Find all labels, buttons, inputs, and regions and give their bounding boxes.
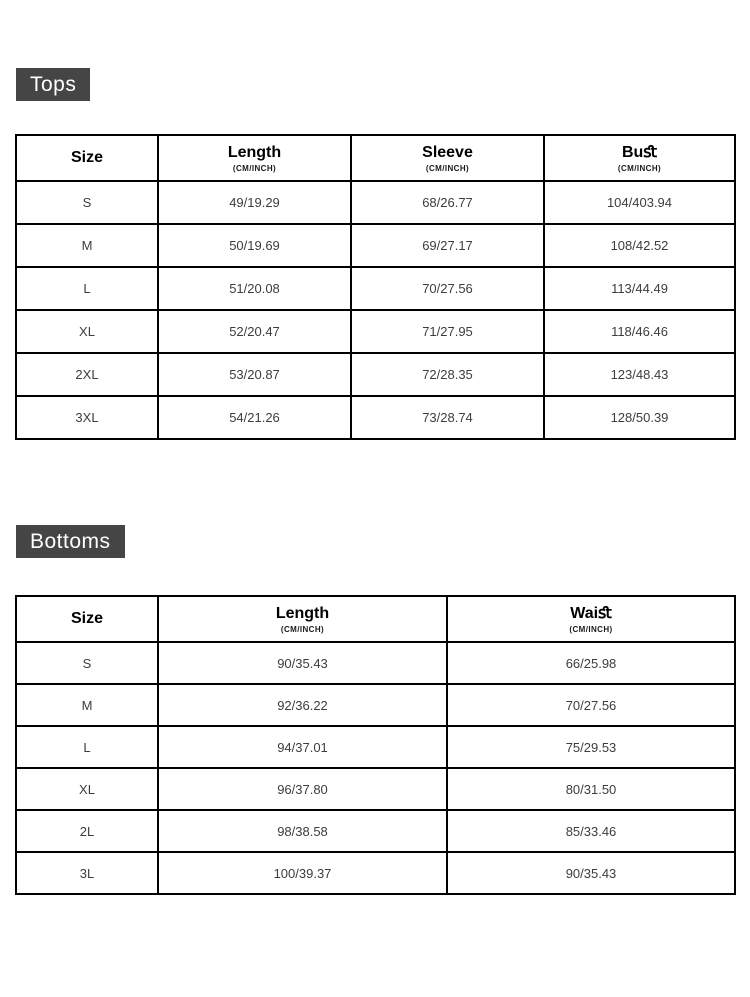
size-cell: 2L bbox=[16, 810, 158, 852]
bottoms-size-table bbox=[15, 595, 736, 895]
col-header-label: Length bbox=[227, 143, 282, 161]
tops-size-table bbox=[15, 134, 736, 440]
waist-cell: 90/35.43 bbox=[447, 852, 735, 894]
table-row bbox=[16, 810, 735, 852]
waist-cell: 80/31.50 bbox=[447, 768, 735, 810]
waist-cell: 70/27.56 bbox=[447, 684, 735, 726]
size-cell: 2XL bbox=[16, 353, 158, 396]
size-cell: 3XL bbox=[16, 396, 158, 439]
bust-cell: 108/42.52 bbox=[544, 224, 735, 267]
tops-header-row bbox=[16, 135, 735, 181]
length-cell: 94/37.01 bbox=[158, 726, 447, 768]
sleeve-cell: 73/28.74 bbox=[351, 396, 544, 439]
length-cell: 100/39.37 bbox=[158, 852, 447, 894]
col-header-unit: (CM/INCH) bbox=[425, 163, 470, 173]
table-row bbox=[16, 642, 735, 684]
table-row bbox=[16, 181, 735, 224]
table-row bbox=[16, 310, 735, 353]
size-cell: S bbox=[16, 642, 158, 684]
table-row bbox=[16, 852, 735, 894]
table-row bbox=[16, 684, 735, 726]
size-cell: L bbox=[16, 267, 158, 310]
bottoms-header-row bbox=[16, 596, 735, 642]
size-cell: XL bbox=[16, 768, 158, 810]
tops-section-label: Tops bbox=[16, 68, 90, 101]
tops-col-header-bust bbox=[544, 135, 735, 181]
col-header-label: Length bbox=[275, 604, 330, 622]
col-header-unit: (CM/INCH) bbox=[280, 624, 325, 634]
waist-cell: 85/33.46 bbox=[447, 810, 735, 852]
length-cell: 50/19.69 bbox=[158, 224, 351, 267]
table-row bbox=[16, 353, 735, 396]
bottoms-section-label: Bottoms bbox=[16, 525, 125, 558]
length-cell: 52/20.47 bbox=[158, 310, 351, 353]
sleeve-cell: 71/27.95 bbox=[351, 310, 544, 353]
table-row bbox=[16, 396, 735, 439]
bust-cell: 104/403.94 bbox=[544, 181, 735, 224]
length-cell: 53/20.87 bbox=[158, 353, 351, 396]
sleeve-cell: 72/28.35 bbox=[351, 353, 544, 396]
bottoms-col-header-length bbox=[158, 596, 447, 642]
size-cell: 3L bbox=[16, 852, 158, 894]
waist-cell: 66/25.98 bbox=[447, 642, 735, 684]
size-cell: M bbox=[16, 224, 158, 267]
col-header-label: Sleeve bbox=[422, 143, 473, 161]
size-cell: XL bbox=[16, 310, 158, 353]
table-row bbox=[16, 768, 735, 810]
sleeve-cell: 68/26.77 bbox=[351, 181, 544, 224]
table-row bbox=[16, 267, 735, 310]
size-cell: M bbox=[16, 684, 158, 726]
col-header-label: Waiﬆ bbox=[570, 604, 612, 622]
col-header-label: Buﬆ bbox=[621, 143, 658, 161]
waist-cell: 75/29.53 bbox=[447, 726, 735, 768]
tops-col-header-size bbox=[16, 135, 158, 181]
table-row bbox=[16, 726, 735, 768]
col-header-unit: (CM/INCH) bbox=[232, 163, 277, 173]
sleeve-cell: 70/27.56 bbox=[351, 267, 544, 310]
col-header-label: Size bbox=[70, 610, 103, 627]
length-cell: 96/37.80 bbox=[158, 768, 447, 810]
col-header-unit: (CM/INCH) bbox=[569, 624, 613, 634]
size-cell: S bbox=[16, 181, 158, 224]
length-cell: 49/19.29 bbox=[158, 181, 351, 224]
length-cell: 51/20.08 bbox=[158, 267, 351, 310]
length-cell: 92/36.22 bbox=[158, 684, 447, 726]
col-header-unit: (CM/INCH) bbox=[617, 163, 662, 173]
bust-cell: 128/50.39 bbox=[544, 396, 735, 439]
col-header-label: Size bbox=[70, 149, 103, 166]
size-cell: L bbox=[16, 726, 158, 768]
tops-col-header-sleeve bbox=[351, 135, 544, 181]
bust-cell: 118/46.46 bbox=[544, 310, 735, 353]
length-cell: 98/38.58 bbox=[158, 810, 447, 852]
length-cell: 54/21.26 bbox=[158, 396, 351, 439]
tops-col-header-length bbox=[158, 135, 351, 181]
table-row bbox=[16, 224, 735, 267]
length-cell: 90/35.43 bbox=[158, 642, 447, 684]
sleeve-cell: 69/27.17 bbox=[351, 224, 544, 267]
bust-cell: 123/48.43 bbox=[544, 353, 735, 396]
bottoms-col-header-size bbox=[16, 596, 158, 642]
bottoms-col-header-waist bbox=[447, 596, 735, 642]
bust-cell: 113/44.49 bbox=[544, 267, 735, 310]
